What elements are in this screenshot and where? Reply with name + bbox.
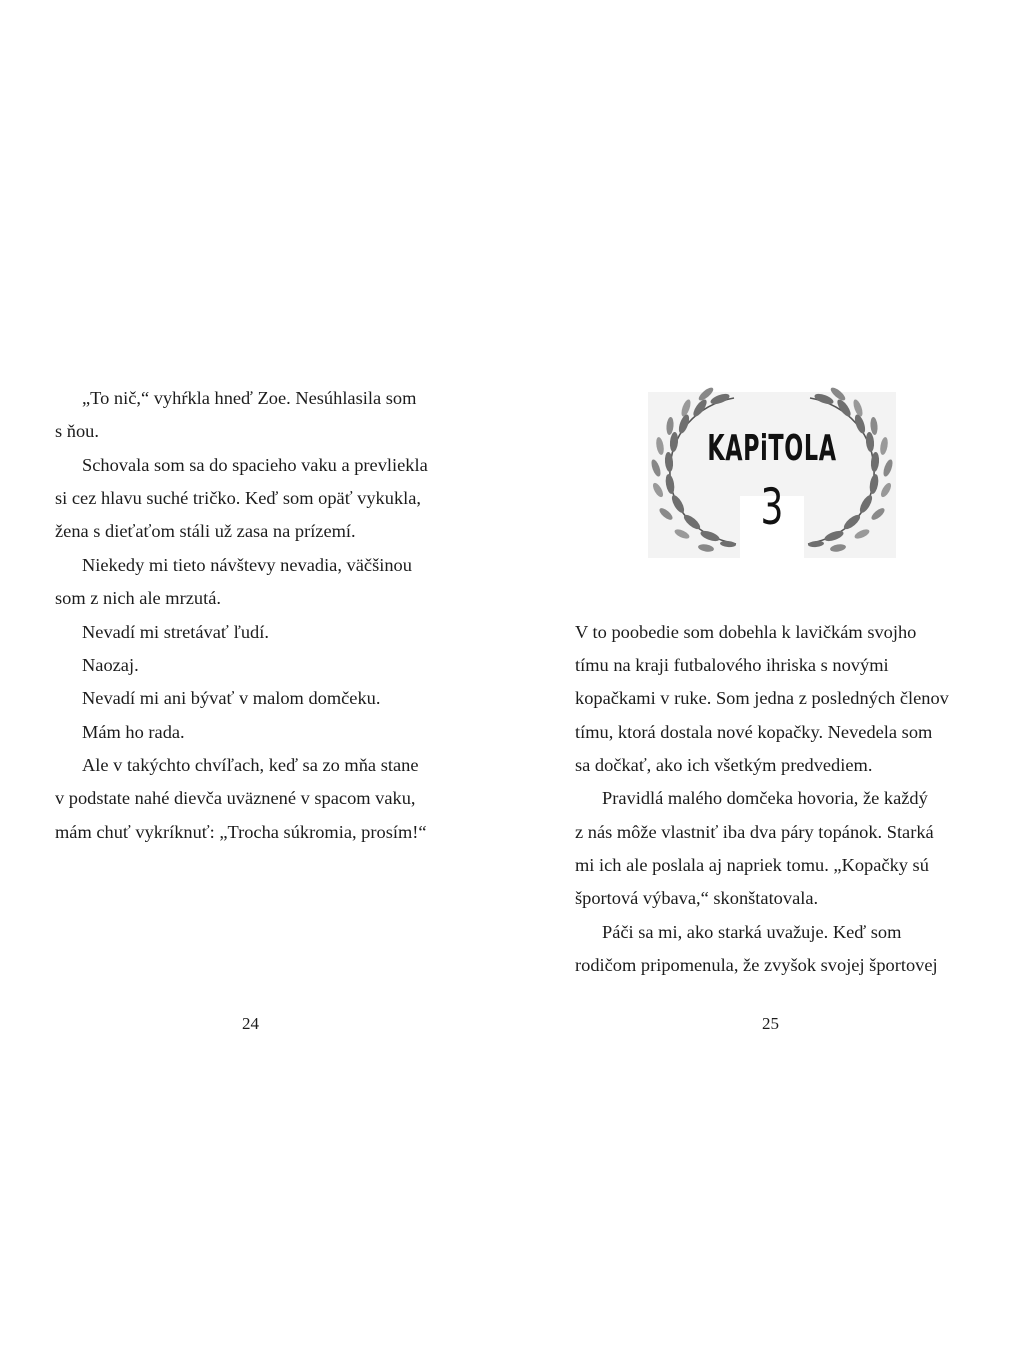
chapter-number: 3: [760, 478, 784, 536]
text-line: Pravidlá malého domčeka hovoria, že každý: [602, 788, 928, 808]
text-line: som z nich ale mrzutá.: [55, 588, 221, 608]
text-line: s ňou.: [55, 421, 99, 441]
text-line: kopačkami v ruke. Som jedna z posledných členov: [575, 688, 949, 708]
page-number: 24: [242, 1014, 259, 1033]
chapter-heading: [648, 384, 896, 558]
text-line: športová výbava,“ skonštatovala.: [575, 888, 819, 908]
chapter-label: KAPiTOLA: [707, 428, 837, 469]
text-line: Ale v takýchto chvíľach, keď sa zo mňa stane: [82, 755, 419, 775]
text-line: mi ich ale poslala aj napriek tomu. „Kopačky sú: [575, 855, 929, 875]
text-line: Páči sa mi, ako starká uvažuje. Keď som: [602, 922, 902, 942]
text-line: tímu na kraji futbalového ihriska s novými: [575, 655, 889, 675]
text-line: mám chuť vykríknuť: „Trocha súkromia, prosím!“: [55, 822, 427, 842]
text-line: „To nič,“ vyhŕkla hneď Zoe. Nesúhlasila som: [82, 388, 417, 408]
text-line: Mám ho rada.: [82, 722, 185, 742]
text-line: Schovala som sa do spacieho vaku a prevliekla: [82, 455, 428, 475]
text-line: tímu, ktorá dostala nové kopačky. Nevedela som: [575, 722, 933, 742]
text-line: sa dočkať, ako ich všetkým predvediem.: [575, 755, 873, 775]
text-line: Niekedy mi tieto návštevy nevadia, väčšinou: [82, 555, 412, 575]
text-line: Nevadí mi stretávať ľudí.: [82, 622, 269, 642]
text-line: žena s dieťaťom stáli už zasa na prízemí.: [55, 521, 356, 541]
text-line: Nevadí mi ani bývať v malom domčeku.: [82, 688, 381, 708]
text-line: z nás môže vlastniť iba dva páry topánok. Starká: [575, 822, 934, 842]
text-line: v podstate nahé dievča uväznené v spacom vaku,: [55, 788, 416, 808]
text-line: si cez hlavu suché tričko. Keď som opäť vykukla,: [55, 488, 422, 508]
text-line: V to poobedie som dobehla k lavičkám svojho: [575, 622, 917, 642]
right-page: [512, 0, 1024, 1365]
text-line: rodičom pripomenula, že zvyšok svojej športovej: [575, 955, 938, 975]
text-line: Naozaj.: [82, 655, 139, 675]
page-number: 25: [762, 1014, 779, 1033]
